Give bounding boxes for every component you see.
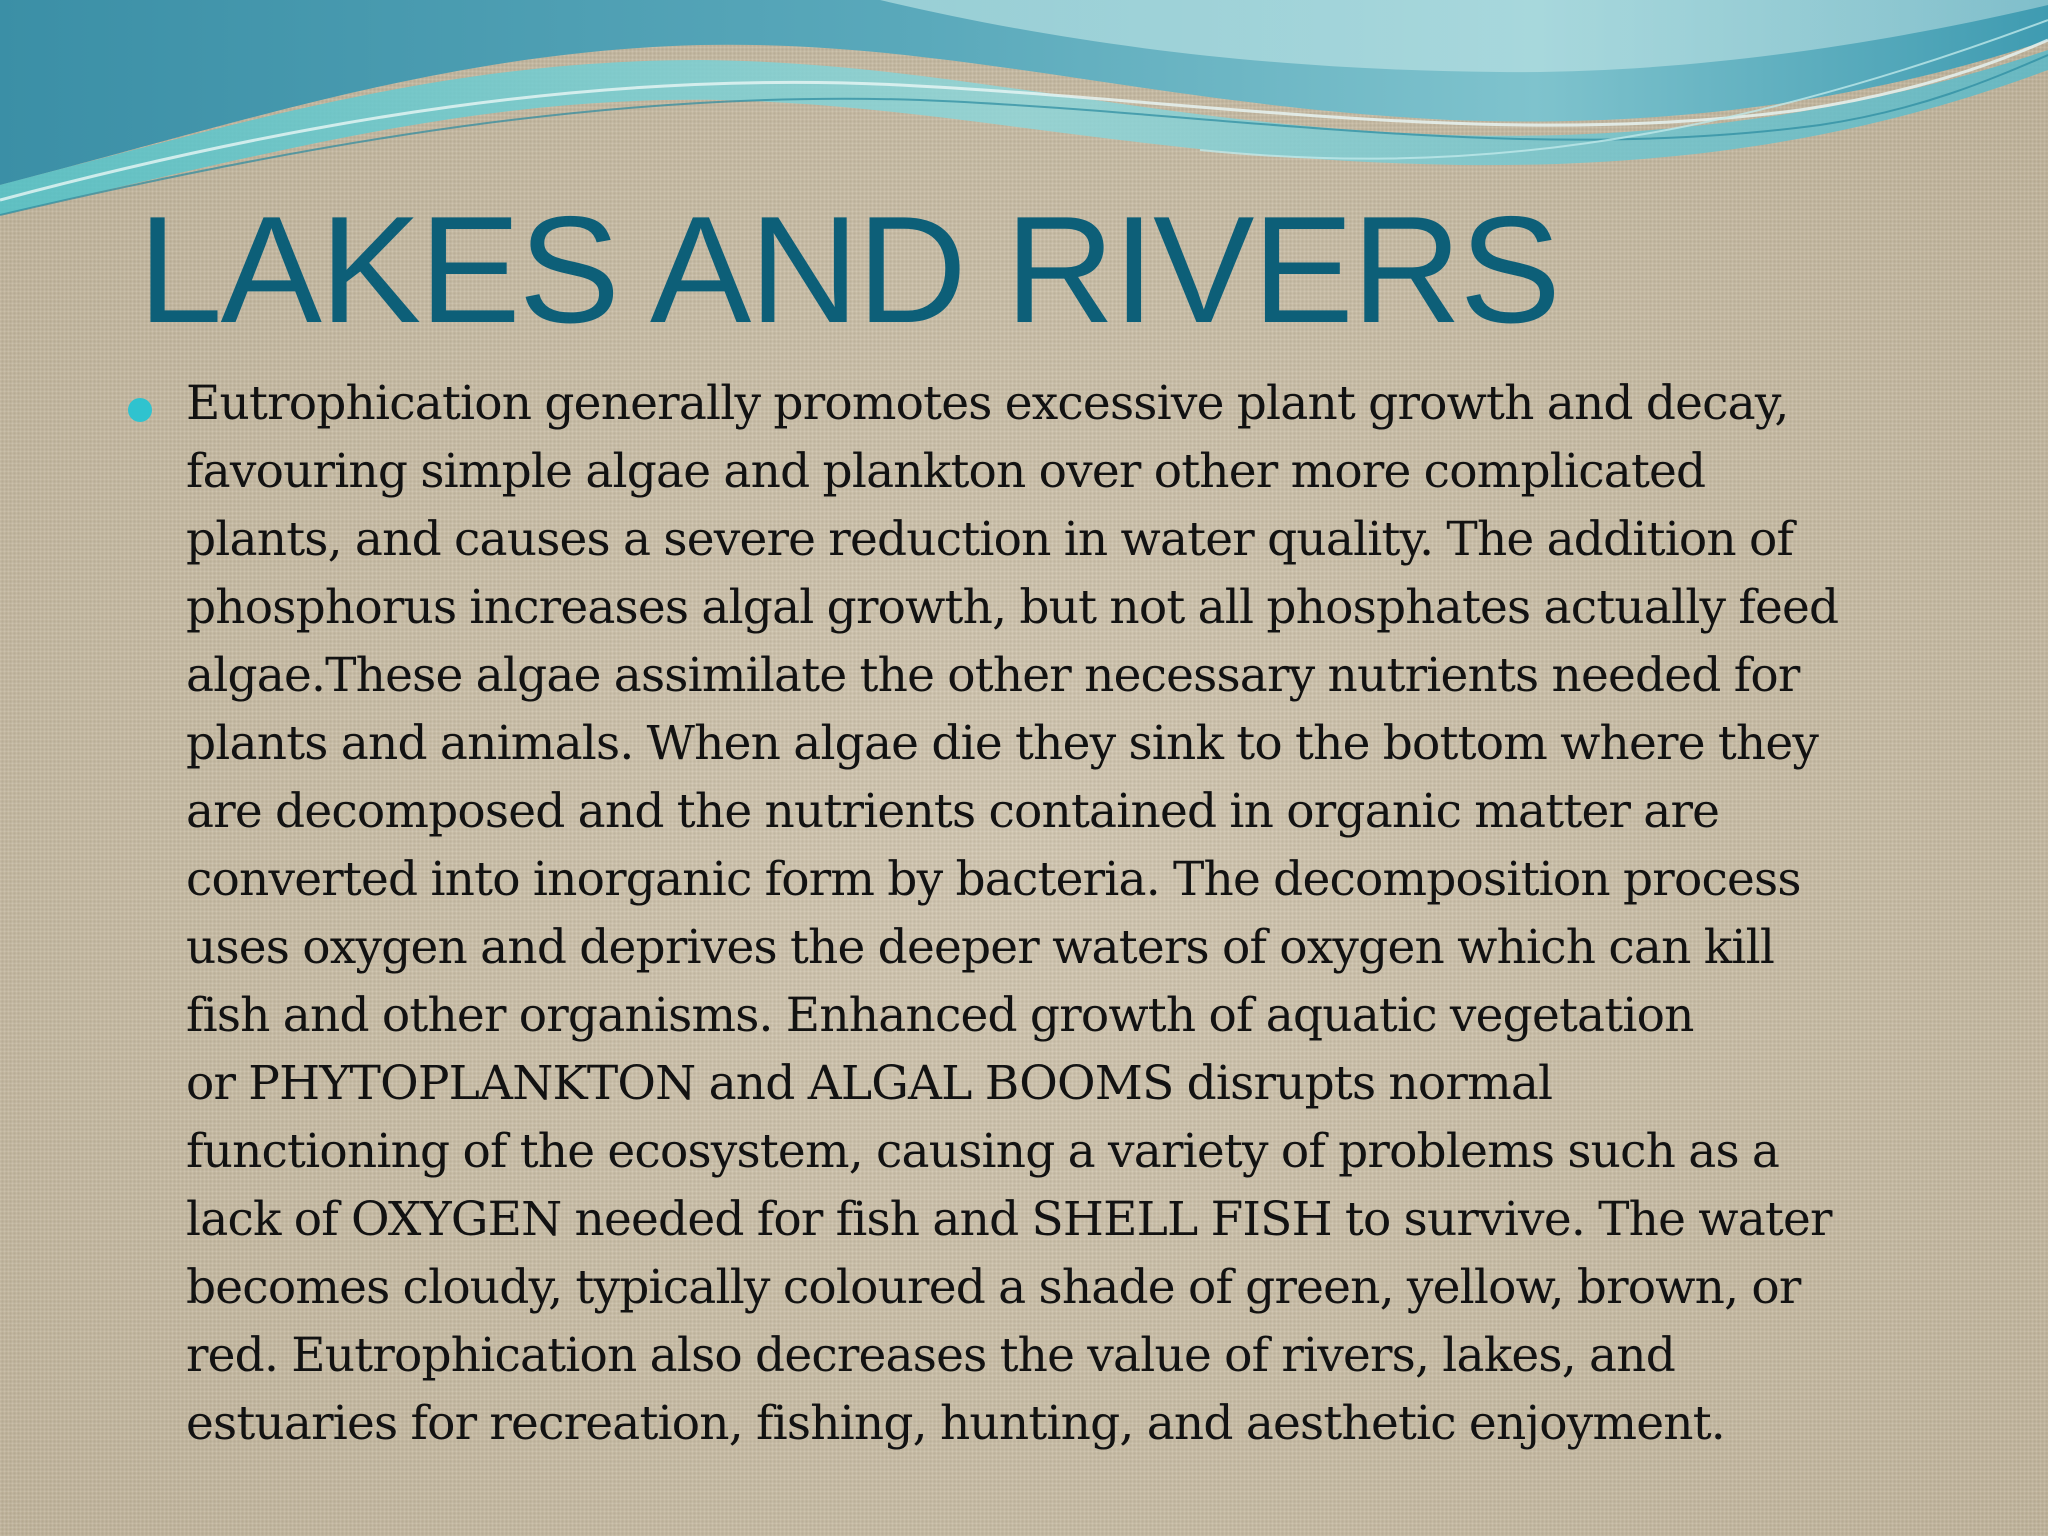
bullet-paragraph xyxy=(186,370,1928,1458)
paragraph-line: phosphorus increases algal growth, but not all phosphates actually feed xyxy=(186,580,1839,635)
paragraph-line: algae.These algae assimilate the other necessary nutrients needed for xyxy=(186,648,1800,703)
paragraph-line: converted into inorganic form by bacteria. The decomposition process xyxy=(186,852,1801,907)
paragraph-line: functioning of the ecosystem, causing a variety of problems such as a xyxy=(186,1124,1780,1179)
paragraph-line: favouring simple algae and plankton over other more complicated xyxy=(186,444,1706,499)
bullet-dot-icon xyxy=(128,398,152,422)
bullet-list xyxy=(128,370,1928,1458)
paragraph-line: lack of OXYGEN needed for fish and SHELL FISH to survive. The water xyxy=(186,1192,1832,1247)
paragraph-line: estuaries for recreation, fishing, hunting, and aesthetic enjoyment. xyxy=(186,1396,1725,1451)
paragraph-line: fish and other organisms. Enhanced growth of aquatic vegetation xyxy=(186,988,1694,1043)
paragraph-line: plants and animals. When algae die they sink to the bottom where they xyxy=(186,716,1819,771)
paragraph-line: or PHYTOPLANKTON and ALGAL BOOMS disrupts normal xyxy=(186,1056,1553,1111)
slide-title: LAKES AND RIVERS xyxy=(138,185,1559,355)
paragraph-line: red. Eutrophication also decreases the value of rivers, lakes, and xyxy=(186,1328,1675,1383)
paragraph-line: Eutrophication generally promotes excessive plant growth and decay, xyxy=(186,376,1789,431)
paragraph-line: becomes cloudy, typically coloured a shade of green, yellow, brown, or xyxy=(186,1260,1801,1315)
paragraph-line: plants, and causes a severe reduction in water quality. The addition of xyxy=(186,512,1794,567)
paragraph-line: uses oxygen and deprives the deeper waters of oxygen which can kill xyxy=(186,920,1775,975)
paragraph-line: are decomposed and the nutrients contained in organic matter are xyxy=(186,784,1720,839)
